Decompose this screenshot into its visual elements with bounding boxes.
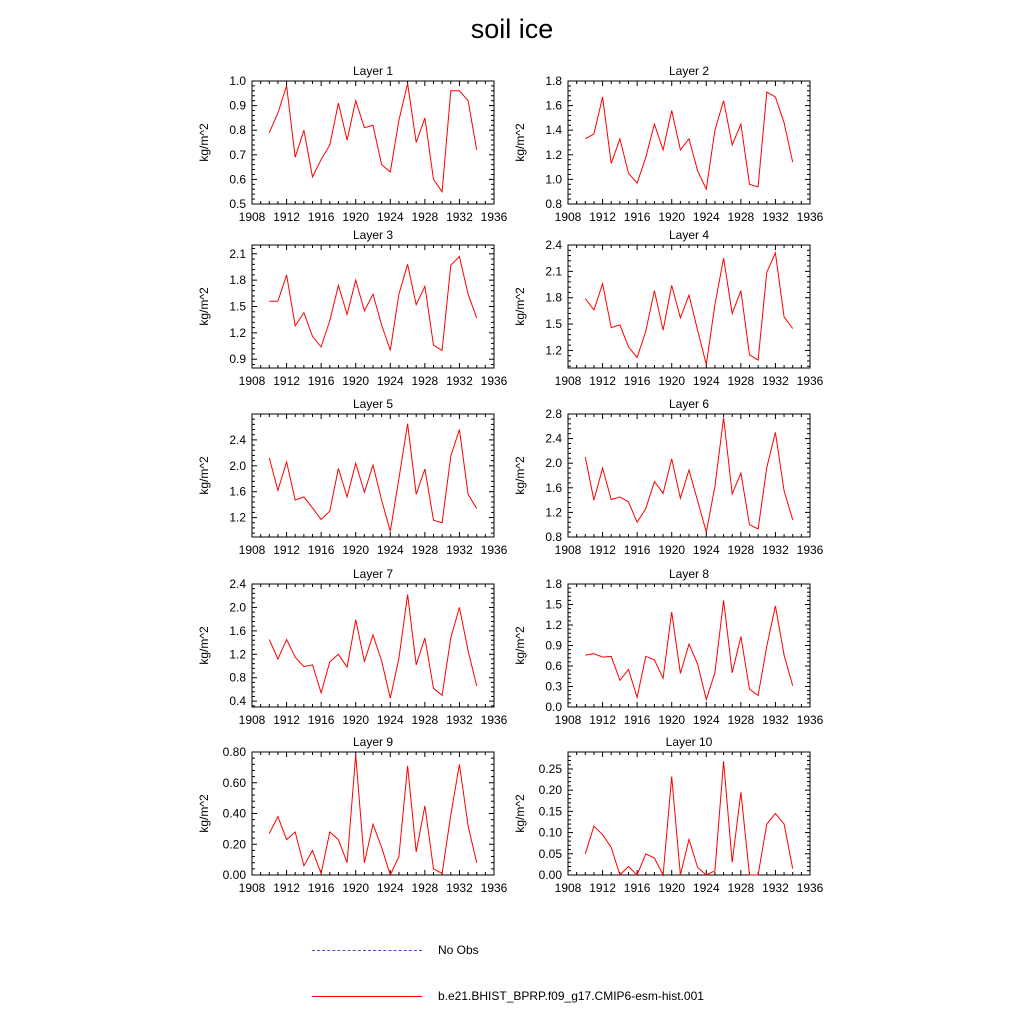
x-tick-label: 1932 xyxy=(762,543,789,557)
panel-frame xyxy=(252,414,494,537)
y-tick-label: 1.0 xyxy=(545,172,562,187)
legend-label-no-obs: No Obs xyxy=(438,943,479,957)
y-tick-label: 1.2 xyxy=(545,505,562,520)
panel-3 xyxy=(197,228,508,388)
y-tick-label: 2.4 xyxy=(545,431,562,446)
y-tick-label: 2.8 xyxy=(545,407,562,421)
y-tick-label: 1.8 xyxy=(545,577,562,591)
x-tick-label: 1916 xyxy=(307,543,335,557)
x-tick-label: 1920 xyxy=(658,881,686,895)
panel-title: Layer 2 xyxy=(668,64,710,78)
x-tick-label: 1908 xyxy=(238,543,266,557)
y-tick-label: 0.5 xyxy=(229,197,246,211)
y-tick-label: 1.8 xyxy=(545,290,562,305)
panel-1 xyxy=(197,64,508,224)
y-tick-label: 0.8 xyxy=(545,197,562,211)
y-axis-label: kg/m^2 xyxy=(513,456,527,495)
x-tick-label: 1932 xyxy=(762,881,789,895)
series-line xyxy=(585,253,792,365)
x-tick-label: 1908 xyxy=(554,713,582,727)
y-tick-label: 0.9 xyxy=(229,352,246,367)
x-tick-label: 1912 xyxy=(589,713,616,727)
panel-6 xyxy=(513,397,824,557)
x-tick-label: 1912 xyxy=(589,210,616,224)
y-tick-label: 1.2 xyxy=(545,147,562,162)
panel-title: Layer 10 xyxy=(665,735,713,749)
legend-label-model: b.e21.BHIST_BPRP.f09_g17.CMIP6-esm-hist.001 xyxy=(438,989,704,1003)
x-tick-label: 1928 xyxy=(727,713,755,727)
panel-5 xyxy=(197,397,508,557)
x-tick-label: 1928 xyxy=(727,881,755,895)
x-tick-label: 1908 xyxy=(238,881,266,895)
y-tick-label: 1.6 xyxy=(229,484,246,499)
x-tick-label: 1936 xyxy=(796,210,824,224)
x-tick-label: 1912 xyxy=(273,881,300,895)
series-line xyxy=(269,424,476,532)
y-axis-label: kg/m^2 xyxy=(197,456,211,495)
x-tick-label: 1928 xyxy=(411,881,439,895)
x-tick-label: 1928 xyxy=(411,374,439,388)
x-tick-label: 1936 xyxy=(480,881,508,895)
panel-10 xyxy=(513,735,824,895)
panel-title: Layer 5 xyxy=(352,397,394,411)
x-tick-label: 1908 xyxy=(238,713,266,727)
y-tick-label: 1.5 xyxy=(229,299,246,314)
x-tick-label: 1936 xyxy=(480,543,508,557)
x-tick-label: 1928 xyxy=(411,543,439,557)
y-tick-label: 0.8 xyxy=(545,530,562,544)
y-tick-label: 2.0 xyxy=(545,456,562,471)
x-tick-label: 1916 xyxy=(623,543,651,557)
panel-frame xyxy=(252,584,494,707)
y-tick-label: 0.25 xyxy=(538,761,562,776)
y-axis-label: kg/m^2 xyxy=(197,794,211,833)
x-tick-label: 1932 xyxy=(762,210,789,224)
series-line xyxy=(269,595,476,699)
x-tick-label: 1912 xyxy=(273,543,300,557)
x-tick-label: 1916 xyxy=(623,713,651,727)
x-tick-label: 1924 xyxy=(692,543,720,557)
x-tick-label: 1912 xyxy=(589,543,616,557)
y-tick-label: 2.4 xyxy=(229,432,246,447)
panel-4 xyxy=(513,228,824,388)
x-tick-label: 1912 xyxy=(273,374,300,388)
y-tick-label: 0.40 xyxy=(222,806,246,821)
y-tick-label: 1.2 xyxy=(545,343,562,358)
x-tick-label: 1924 xyxy=(692,881,720,895)
x-tick-label: 1920 xyxy=(342,210,370,224)
x-tick-label: 1932 xyxy=(446,543,473,557)
x-tick-label: 1924 xyxy=(376,881,404,895)
series-line xyxy=(585,600,792,699)
x-tick-label: 1936 xyxy=(480,374,508,388)
panel-8 xyxy=(513,567,824,727)
x-tick-label: 1932 xyxy=(446,210,473,224)
y-tick-label: 0.10 xyxy=(538,825,562,840)
x-tick-label: 1936 xyxy=(480,713,508,727)
series-line xyxy=(269,84,476,192)
y-tick-label: 1.2 xyxy=(229,325,246,340)
y-tick-label: 0.8 xyxy=(229,670,246,685)
x-tick-label: 1916 xyxy=(623,881,651,895)
x-tick-label: 1920 xyxy=(342,543,370,557)
x-tick-label: 1920 xyxy=(342,374,370,388)
panel-title: Layer 9 xyxy=(352,735,394,749)
y-tick-label: 0.6 xyxy=(545,659,562,673)
series-line xyxy=(585,418,792,532)
y-tick-label: 1.0 xyxy=(229,74,246,88)
y-tick-label: 0.6 xyxy=(229,172,246,187)
x-tick-label: 1916 xyxy=(307,881,335,895)
y-tick-label: 2.1 xyxy=(229,246,246,261)
panel-7 xyxy=(197,567,508,727)
x-tick-label: 1920 xyxy=(658,543,686,557)
x-tick-label: 1924 xyxy=(376,543,404,557)
y-tick-label: 0.0 xyxy=(545,700,562,714)
x-tick-label: 1908 xyxy=(554,881,582,895)
x-tick-label: 1936 xyxy=(796,881,824,895)
y-tick-label: 1.5 xyxy=(545,597,562,612)
panel-frame xyxy=(568,752,810,875)
x-tick-label: 1920 xyxy=(658,210,686,224)
y-tick-label: 2.0 xyxy=(229,458,246,473)
x-tick-label: 1932 xyxy=(762,374,789,388)
panel-title: Layer 7 xyxy=(352,567,394,581)
x-tick-label: 1924 xyxy=(692,210,720,224)
x-tick-label: 1932 xyxy=(762,713,789,727)
y-tick-label: 1.2 xyxy=(545,618,562,632)
series-line xyxy=(585,92,792,189)
x-tick-label: 1928 xyxy=(727,374,755,388)
y-tick-label: 0.7 xyxy=(229,147,246,162)
legend-swatch-dashed xyxy=(312,950,422,951)
y-tick-label: 0.9 xyxy=(229,98,246,113)
main-title: soil ice xyxy=(470,14,554,44)
y-axis-label: kg/m^2 xyxy=(513,123,527,162)
series-line xyxy=(585,761,792,875)
x-tick-label: 1936 xyxy=(796,713,824,727)
x-tick-label: 1932 xyxy=(446,881,473,895)
panel-9 xyxy=(197,735,508,895)
y-axis-label: kg/m^2 xyxy=(513,794,527,833)
x-tick-label: 1908 xyxy=(238,374,266,388)
y-tick-label: 1.6 xyxy=(545,98,562,113)
y-axis-label: kg/m^2 xyxy=(197,626,211,665)
y-tick-label: 0.60 xyxy=(222,775,246,790)
x-tick-label: 1916 xyxy=(623,374,651,388)
y-tick-label: 2.4 xyxy=(229,577,246,591)
x-tick-label: 1908 xyxy=(554,543,582,557)
y-tick-label: 0.20 xyxy=(222,837,246,852)
y-tick-label: 1.6 xyxy=(545,480,562,495)
x-tick-label: 1920 xyxy=(342,713,370,727)
x-tick-label: 1936 xyxy=(480,210,508,224)
y-tick-label: 0.00 xyxy=(222,868,246,882)
x-tick-label: 1916 xyxy=(307,210,335,224)
panel-title: Layer 1 xyxy=(352,64,394,78)
y-tick-label: 1.8 xyxy=(229,273,246,288)
x-tick-label: 1924 xyxy=(376,713,404,727)
x-tick-label: 1924 xyxy=(692,374,720,388)
panel-title: Layer 3 xyxy=(352,228,394,242)
series-line xyxy=(269,755,476,875)
x-tick-label: 1908 xyxy=(554,210,582,224)
y-tick-label: 0.80 xyxy=(222,745,246,759)
panel-frame xyxy=(568,245,810,368)
x-tick-label: 1936 xyxy=(796,543,824,557)
y-axis-label: kg/m^2 xyxy=(513,626,527,665)
panel-title: Layer 4 xyxy=(668,228,710,242)
x-tick-label: 1932 xyxy=(446,374,473,388)
x-tick-label: 1912 xyxy=(273,713,300,727)
y-tick-label: 0.20 xyxy=(538,783,562,798)
x-tick-label: 1912 xyxy=(589,881,616,895)
y-tick-label: 0.3 xyxy=(545,679,562,694)
x-tick-label: 1920 xyxy=(342,881,370,895)
x-tick-label: 1920 xyxy=(658,374,686,388)
y-tick-label: 1.5 xyxy=(545,317,562,332)
x-tick-label: 1912 xyxy=(589,374,616,388)
x-tick-label: 1916 xyxy=(307,374,335,388)
x-tick-label: 1936 xyxy=(796,374,824,388)
y-tick-label: 0.00 xyxy=(538,868,562,882)
x-tick-label: 1908 xyxy=(554,374,582,388)
panel-title: Layer 6 xyxy=(668,397,710,411)
y-tick-label: 1.6 xyxy=(229,623,246,638)
x-tick-label: 1912 xyxy=(273,210,300,224)
x-tick-label: 1932 xyxy=(446,713,473,727)
x-tick-label: 1928 xyxy=(411,210,439,224)
x-tick-label: 1928 xyxy=(727,543,755,557)
x-tick-label: 1916 xyxy=(623,210,651,224)
x-tick-label: 1924 xyxy=(376,374,404,388)
y-tick-label: 0.9 xyxy=(545,638,562,653)
y-tick-label: 1.8 xyxy=(545,74,562,88)
y-axis-label: kg/m^2 xyxy=(197,287,211,326)
panel-frame xyxy=(252,752,494,875)
x-tick-label: 1920 xyxy=(658,713,686,727)
y-tick-label: 1.2 xyxy=(229,647,246,662)
x-tick-label: 1916 xyxy=(307,713,335,727)
y-tick-label: 1.4 xyxy=(545,123,562,138)
panel-title: Layer 8 xyxy=(668,567,710,581)
y-tick-label: 2.1 xyxy=(545,264,562,279)
y-tick-label: 2.0 xyxy=(229,600,246,615)
x-tick-label: 1928 xyxy=(411,713,439,727)
y-tick-label: 0.15 xyxy=(538,804,562,819)
x-tick-label: 1928 xyxy=(727,210,755,224)
y-tick-label: 0.05 xyxy=(538,846,562,861)
legend-swatch-solid xyxy=(312,996,422,997)
y-axis-label: kg/m^2 xyxy=(197,123,211,162)
y-tick-label: 1.2 xyxy=(229,510,246,525)
y-tick-label: 2.4 xyxy=(545,238,562,252)
x-tick-label: 1908 xyxy=(238,210,266,224)
panel-frame xyxy=(252,245,494,368)
y-axis-label: kg/m^2 xyxy=(513,287,527,326)
series-line xyxy=(269,256,476,350)
y-tick-label: 0.8 xyxy=(229,123,246,138)
panel-frame xyxy=(568,81,810,204)
x-tick-label: 1924 xyxy=(692,713,720,727)
x-tick-label: 1924 xyxy=(376,210,404,224)
panel-2 xyxy=(513,64,824,224)
y-tick-label: 0.4 xyxy=(229,694,246,709)
